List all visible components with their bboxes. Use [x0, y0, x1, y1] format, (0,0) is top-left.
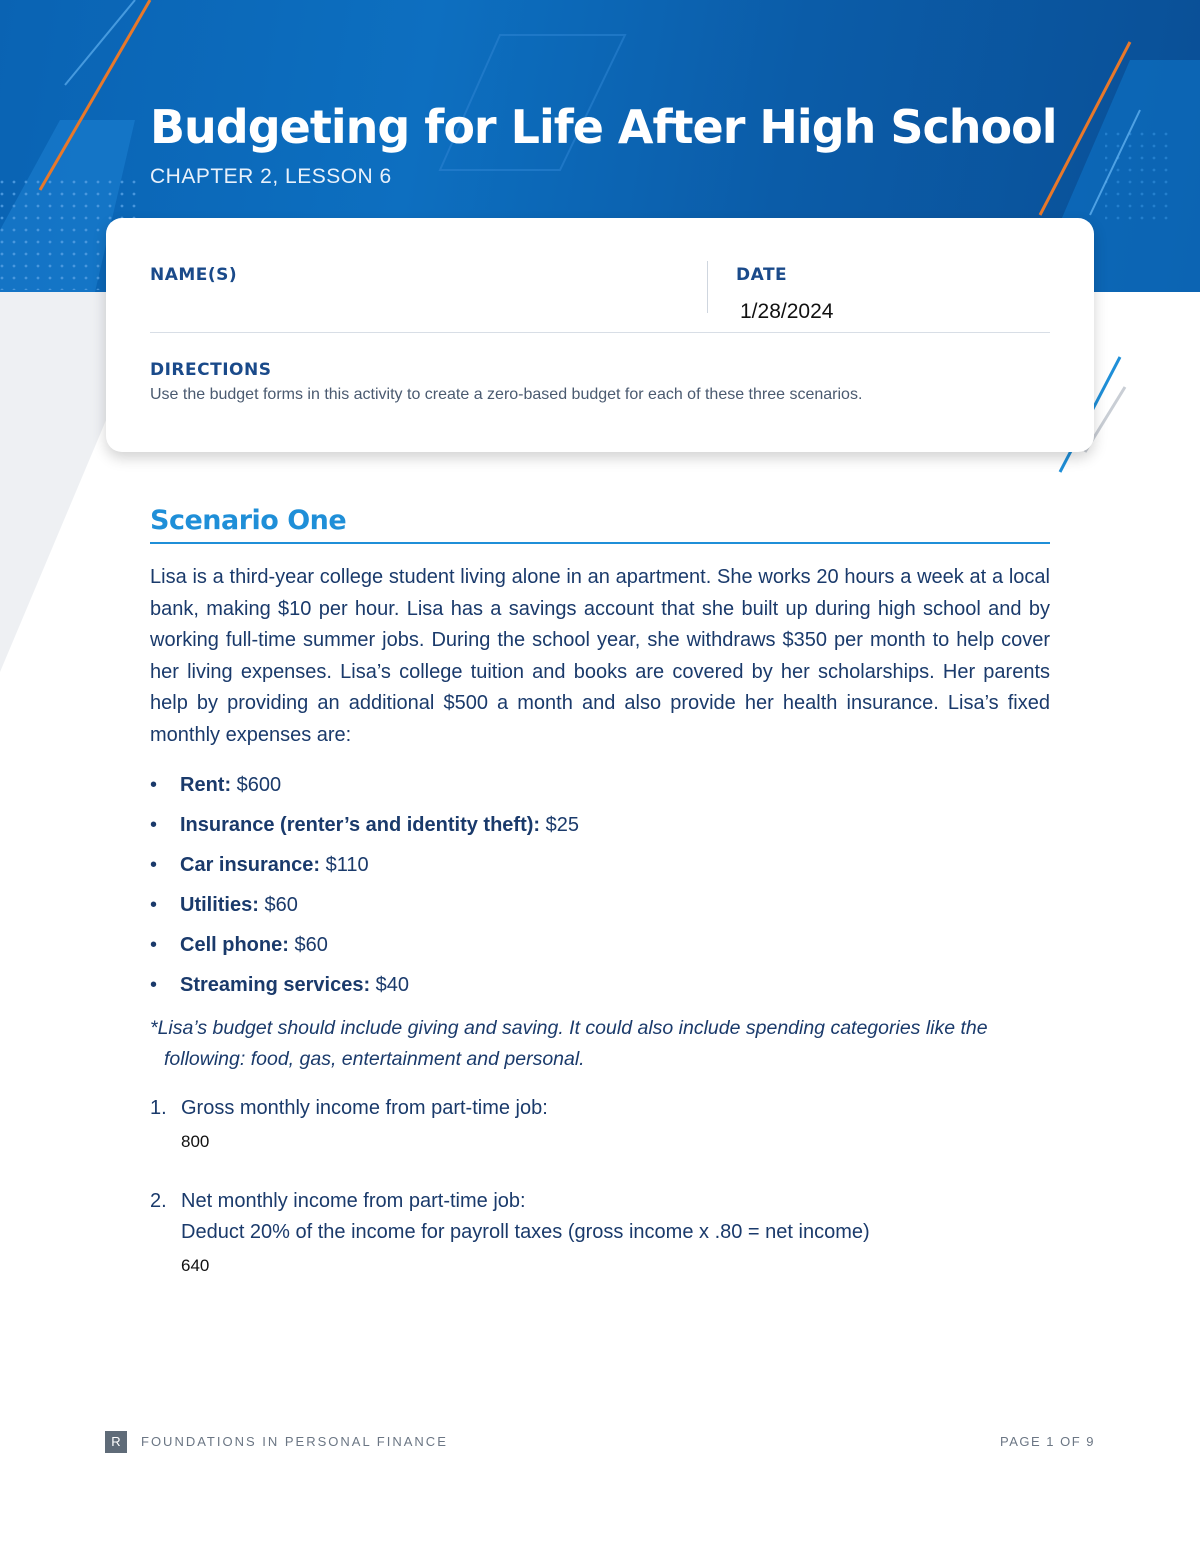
bullet-icon: • — [150, 974, 158, 996]
question-subtext: Deduct 20% of the income for payroll taxes (gross income x .80 = net income) — [181, 1221, 870, 1243]
page-number: PAGE 1 OF 9 — [999, 1434, 1095, 1449]
expense-label: Streaming services: — [180, 974, 371, 996]
directions-label: DIRECTIONS — [150, 360, 272, 380]
publisher-logo: R — [105, 1431, 127, 1453]
question-text: Net monthly income from part-time job: — [181, 1190, 526, 1212]
list-item — [150, 925, 1050, 965]
expense-label: Cell phone: — [180, 934, 289, 956]
date-label: DATE — [736, 265, 788, 285]
card-divider — [150, 332, 1050, 333]
expense-value: $60 — [264, 894, 298, 916]
form-card — [106, 218, 1094, 452]
expense-label: Insurance (renter’s and identity theft): — [180, 814, 541, 836]
bullet-icon: • — [150, 774, 158, 796]
page-title: Budgeting for Life After High School — [150, 100, 1057, 154]
bullet-icon: • — [150, 894, 158, 916]
date-field[interactable]: 1/28/2024 — [740, 300, 834, 323]
main-content — [150, 505, 1050, 1280]
expense-label: Rent: — [180, 774, 232, 796]
bullet-icon: • — [150, 854, 158, 876]
question-number: 2. — [150, 1190, 167, 1212]
expense-value: $25 — [545, 814, 579, 836]
list-item — [150, 885, 1050, 925]
expense-value: $600 — [236, 774, 282, 796]
scenario-paragraph: Lisa is a third-year college student living alone in an apartment. She works 20 hours a week at a local bank, making $10 per hour. Lisa has a savings account that she built up during high school and by working full-time summer jobs. During the school year, she withdraws $350 per month to help cover her living expenses. Lisa’s college tuition and books are covered by her scholarships. Her parents help by providing an additional $500 a month and also provide her health insurance. Lisa’s fixed monthly expenses are: — [150, 566, 1050, 746]
expense-value: $40 — [375, 974, 410, 996]
field-divider — [707, 261, 708, 313]
question-number: 1. — [150, 1097, 167, 1119]
expense-label: Utilities: — [180, 894, 259, 916]
question-1 — [150, 1093, 1050, 1124]
directions-text: Use the budget forms in this activity to create a zero-based budget for each of these three scenarios. — [150, 386, 863, 403]
question-2 — [150, 1186, 1050, 1248]
list-item — [150, 765, 1050, 805]
bullet-icon: • — [150, 814, 158, 836]
page-subtitle: CHAPTER 2, LESSON 6 — [150, 165, 392, 188]
scenario-title: Scenario One — [150, 505, 1050, 544]
expense-value: $60 — [294, 934, 328, 956]
bullet-icon: • — [150, 934, 158, 956]
list-item — [150, 845, 1050, 885]
list-item — [150, 805, 1050, 845]
question-text: Gross monthly income from part-time job: — [181, 1097, 548, 1119]
answer-field-2[interactable]: 640 — [181, 1256, 210, 1275]
expense-label: Car insurance: — [180, 854, 321, 876]
expense-value: $110 — [325, 854, 369, 876]
answer-field-1[interactable]: 800 — [181, 1132, 210, 1151]
names-label: NAME(S) — [150, 265, 238, 285]
footer-course-name: FOUNDATIONS IN PERSONAL FINANCE — [141, 1434, 448, 1449]
expense-list — [150, 765, 1050, 1005]
budget-note: *Lisa’s budget should include giving and saving. It could also include spending categories like the following: food, gas, entertainment and personal. — [150, 1017, 988, 1070]
list-item — [150, 965, 1050, 1005]
